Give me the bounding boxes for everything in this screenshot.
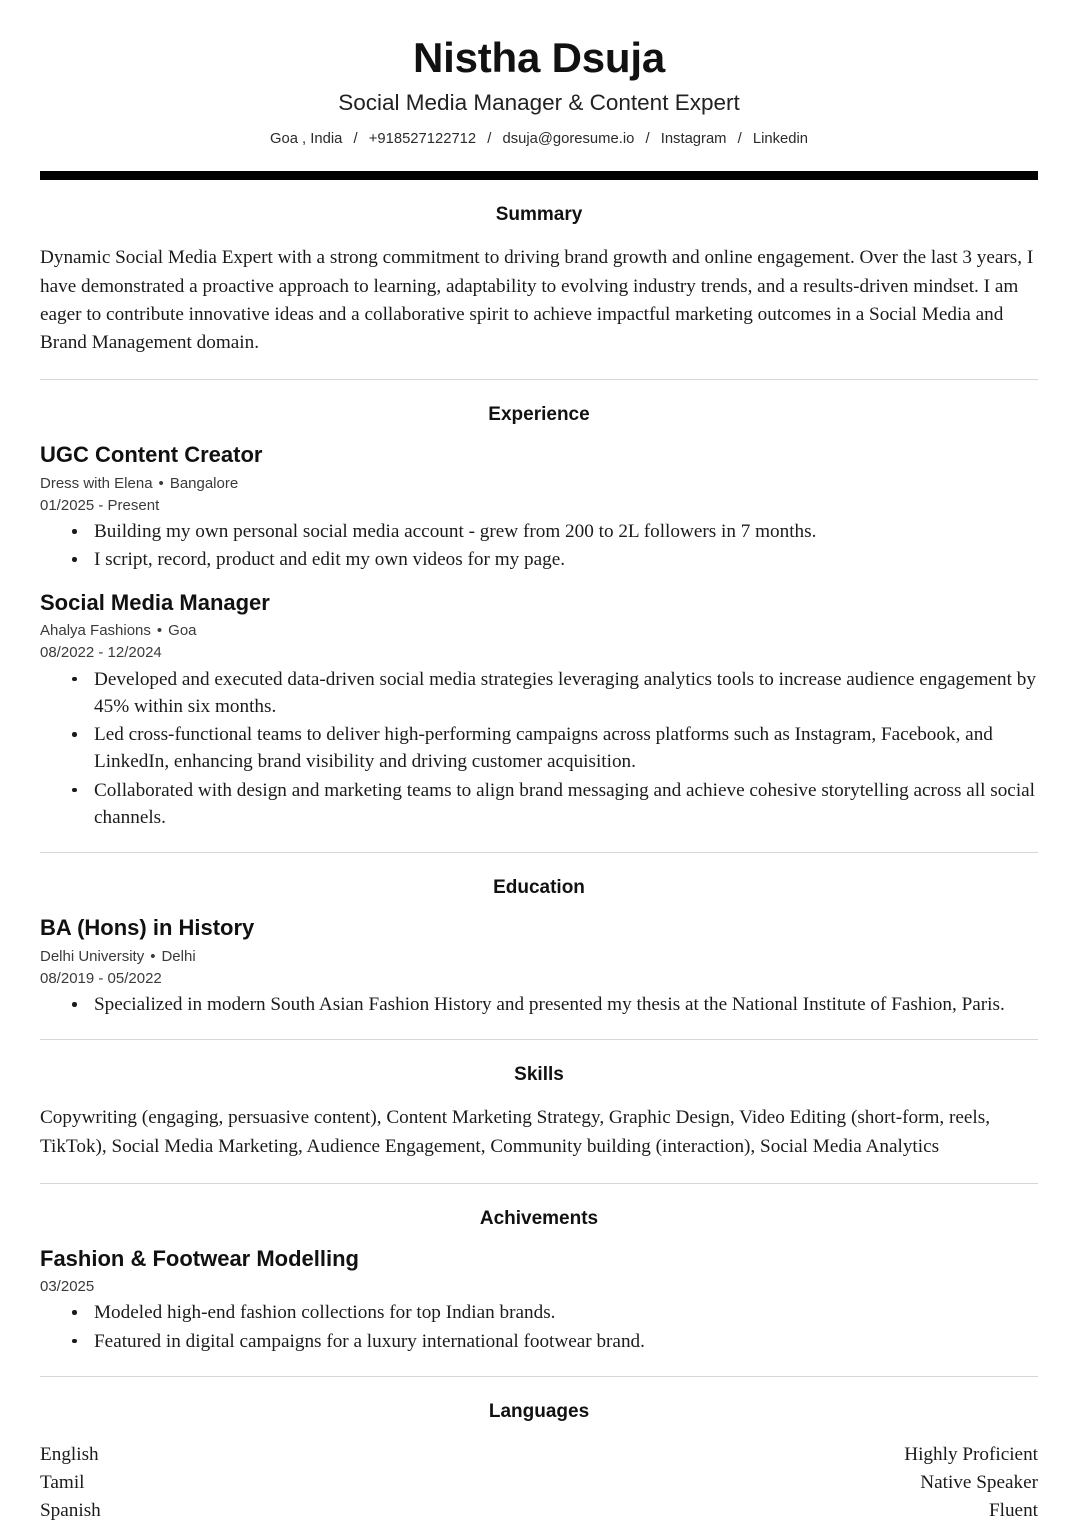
language-level: Native Speaker bbox=[920, 1471, 1038, 1493]
achievement-entries bbox=[40, 1230, 1038, 1376]
bullet-separator-icon: • bbox=[158, 474, 164, 492]
experience-entries bbox=[40, 426, 1038, 852]
list-item: Led cross-functional teams to deliver high-performing campaigns across platforms such as Instagram, Facebook, and LinkedIn, enhancing brand visibility and driving customer acquisition. bbox=[68, 721, 1038, 776]
entry-subtitle bbox=[40, 621, 1038, 641]
summary-body bbox=[40, 226, 1038, 379]
entry-subtitle bbox=[40, 947, 1038, 967]
contact-separator: / bbox=[645, 131, 650, 148]
section-title-skills: Skills bbox=[514, 1064, 564, 1086]
language-level: Highly Proficient bbox=[904, 1443, 1038, 1465]
contact-separator: / bbox=[737, 131, 742, 148]
entry-title: UGC Content Creator bbox=[40, 442, 263, 468]
contact-line bbox=[40, 130, 1038, 149]
achievement-entry bbox=[40, 1246, 1038, 1355]
bullet-separator-icon: • bbox=[156, 622, 163, 640]
contact-instagram-link[interactable]: Instagram bbox=[660, 131, 727, 148]
contact-linkedin-link[interactable]: Linkedin bbox=[752, 131, 809, 148]
professional-headline: Social Media Manager & Content Expert bbox=[338, 90, 740, 116]
resume-header bbox=[40, 0, 1038, 149]
skills-body bbox=[40, 1086, 1038, 1182]
entry-dates: 03/2025 bbox=[40, 1278, 95, 1296]
language-row bbox=[40, 1497, 1038, 1525]
experience-entry bbox=[40, 590, 1038, 831]
list-item: Collaborated with design and marketing teams to align brand messaging and achieve cohesive storytelling across all social channels. bbox=[68, 777, 1038, 832]
experience-entry bbox=[40, 442, 1038, 573]
section-education bbox=[40, 853, 1038, 1039]
entry-organization: Ahalya Fashions bbox=[40, 622, 151, 640]
contact-separator: / bbox=[487, 131, 492, 148]
section-skills bbox=[40, 1040, 1038, 1182]
list-item: Building my own personal social media account - grew from 200 to 2L followers in 7 months. bbox=[68, 518, 1038, 545]
skills-text: Copywriting (engaging, persuasive content), Content Marketing Strategy, Graphic Design, Video Editing (short-form, reels, TikTok), Social Media Marketing, Audience Engagement, Community building (interaction), Social Media Analytics bbox=[40, 1107, 991, 1157]
section-title-summary: Summary bbox=[495, 204, 583, 226]
contact-email[interactable]: dsuja@goresume.io bbox=[502, 131, 635, 148]
entry-organization: Dress with Elena bbox=[40, 474, 153, 492]
contact-separator: / bbox=[353, 131, 358, 148]
summary-text: Dynamic Social Media Expert with a strong commitment to driving brand growth and online engagement. Over the last 3 years, I have demonstrated a proactive approach to learning, adaptability to evolving industry trends, and a results-driven mindset. I am eager to contribute innovative ideas and a collaborative spirit to achieve impactful marketing outcomes in a Social Media and Brand Management domain. bbox=[40, 247, 1034, 354]
section-languages bbox=[40, 1377, 1038, 1525]
entry-dates: 01/2025 - Present bbox=[40, 496, 160, 514]
header-rule bbox=[40, 171, 1038, 180]
education-entry bbox=[40, 915, 1038, 1018]
list-item: Specialized in modern South Asian Fashion History and presented my thesis at the National Institute of Fashion, Paris. bbox=[68, 991, 1038, 1018]
entry-dates: 08/2019 - 05/2022 bbox=[40, 969, 162, 987]
entry-bullet-list bbox=[40, 1299, 1038, 1355]
section-title-experience: Experience bbox=[488, 404, 590, 426]
section-experience bbox=[40, 380, 1038, 852]
entry-title: Fashion & Footwear Modelling bbox=[40, 1245, 359, 1271]
bullet-separator-icon: • bbox=[150, 947, 156, 965]
entry-organization: Delhi University bbox=[40, 947, 145, 965]
languages-list bbox=[40, 1423, 1038, 1525]
language-row bbox=[40, 1441, 1038, 1469]
entry-subtitle bbox=[40, 474, 1038, 494]
entry-location: Bangalore bbox=[169, 474, 239, 492]
list-item: Featured in digital campaigns for a luxury international footwear brand. bbox=[68, 1328, 1038, 1355]
entry-dates: 08/2022 - 12/2024 bbox=[40, 644, 162, 662]
list-item: I script, record, product and edit my own videos for my page. bbox=[68, 546, 1038, 573]
entry-title: Social Media Manager bbox=[40, 589, 270, 615]
contact-location: Goa , India bbox=[269, 131, 343, 148]
section-achievements bbox=[40, 1184, 1038, 1376]
section-title-achievements: Achivements bbox=[479, 1207, 599, 1229]
section-title-languages: Languages bbox=[488, 1400, 590, 1422]
contact-phone[interactable]: +918527122712 bbox=[368, 131, 477, 148]
language-name: Spanish bbox=[40, 1499, 101, 1521]
entry-bullet-list bbox=[40, 991, 1038, 1018]
page-title: Nistha Dsuja bbox=[413, 34, 665, 81]
language-name: English bbox=[40, 1443, 99, 1465]
entry-location: Goa bbox=[168, 622, 197, 640]
entry-title: BA (Hons) in History bbox=[40, 915, 255, 941]
section-title-education: Education bbox=[493, 877, 585, 899]
education-entries bbox=[40, 899, 1038, 1039]
language-name: Tamil bbox=[40, 1471, 85, 1493]
language-row bbox=[40, 1469, 1038, 1497]
section-summary bbox=[40, 180, 1038, 379]
entry-bullet-list bbox=[40, 666, 1038, 832]
list-item: Developed and executed data-driven social media strategies leveraging analytics tools to increase audience engagement by 45% within six months. bbox=[68, 666, 1038, 721]
language-level: Fluent bbox=[988, 1499, 1038, 1521]
list-item: Modeled high-end fashion collections for top Indian brands. bbox=[68, 1299, 1038, 1326]
entry-bullet-list bbox=[40, 518, 1038, 574]
entry-location: Delhi bbox=[161, 947, 196, 965]
